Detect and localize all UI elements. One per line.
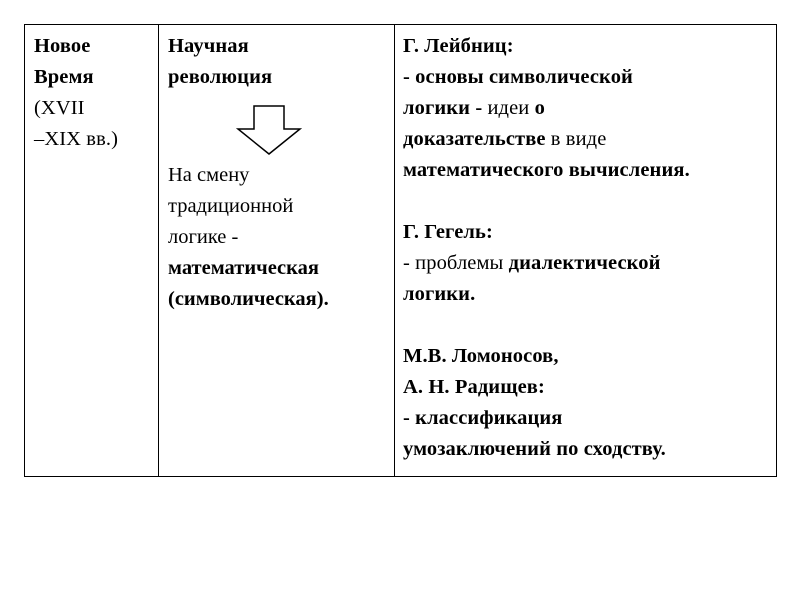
hegel-line-1-bold: диалектической [508,252,661,274]
thinkers-text [403,31,772,465]
leibniz-line-3 [403,124,772,155]
leibniz-line-2-bold-2: о [534,97,545,119]
leibniz-line-2 [403,93,772,124]
era-line-4: –XIX вв.) [34,128,119,150]
movement-desc-line-2: традиционной [168,195,294,217]
lomonosov-name: М.В. Ломоносов, [403,345,559,367]
leibniz-line-1: - основы символической [403,66,633,88]
thinkers-cell [394,25,776,476]
leibniz-name: Г. Лейбниц: [403,35,514,57]
hegel-line-2: логики. [403,283,476,305]
hegel-line-1 [403,248,772,279]
movement-cell [158,25,394,476]
radishchev-name: А. Н. Радищев: [403,376,545,398]
movement-desc-line-5: (символическая). [168,288,329,310]
leibniz-line-2-bold: логики - [403,97,488,119]
movement-title-line-1: Научная [168,35,249,57]
leibniz-line-4: математического вычисления. [403,159,690,181]
paragraph-spacer [403,310,772,341]
movement-desc-line-1: На смену [168,164,250,186]
paragraph-spacer [403,186,772,217]
down-arrow-icon [234,105,304,155]
hegel-name: Г. Гегель: [403,221,493,243]
movement-description [168,160,390,315]
movement-desc-line-4: математическая [168,257,319,279]
lomonosov-radishchev-line-2: умозаключений по сходству. [403,438,666,460]
hegel-line-1-plain: - проблемы [403,252,509,274]
era-text [34,31,152,155]
movement-title-line-2: революция [168,66,273,88]
leibniz-line-2-plain: идеи [487,97,535,119]
logic-history-table [24,24,777,477]
era-line-2: Время [34,66,94,88]
leibniz-line-3-bold: доказательстве [403,128,546,150]
era-line-3: (XVII [34,97,85,119]
movement-desc-line-3: логике - [168,226,239,248]
movement-title [168,31,388,93]
era-line-1: Новое [34,35,91,57]
era-cell [25,25,158,476]
leibniz-line-3-plain: в виде [545,128,607,150]
lomonosov-radishchev-line-1: - классификация [403,407,563,429]
